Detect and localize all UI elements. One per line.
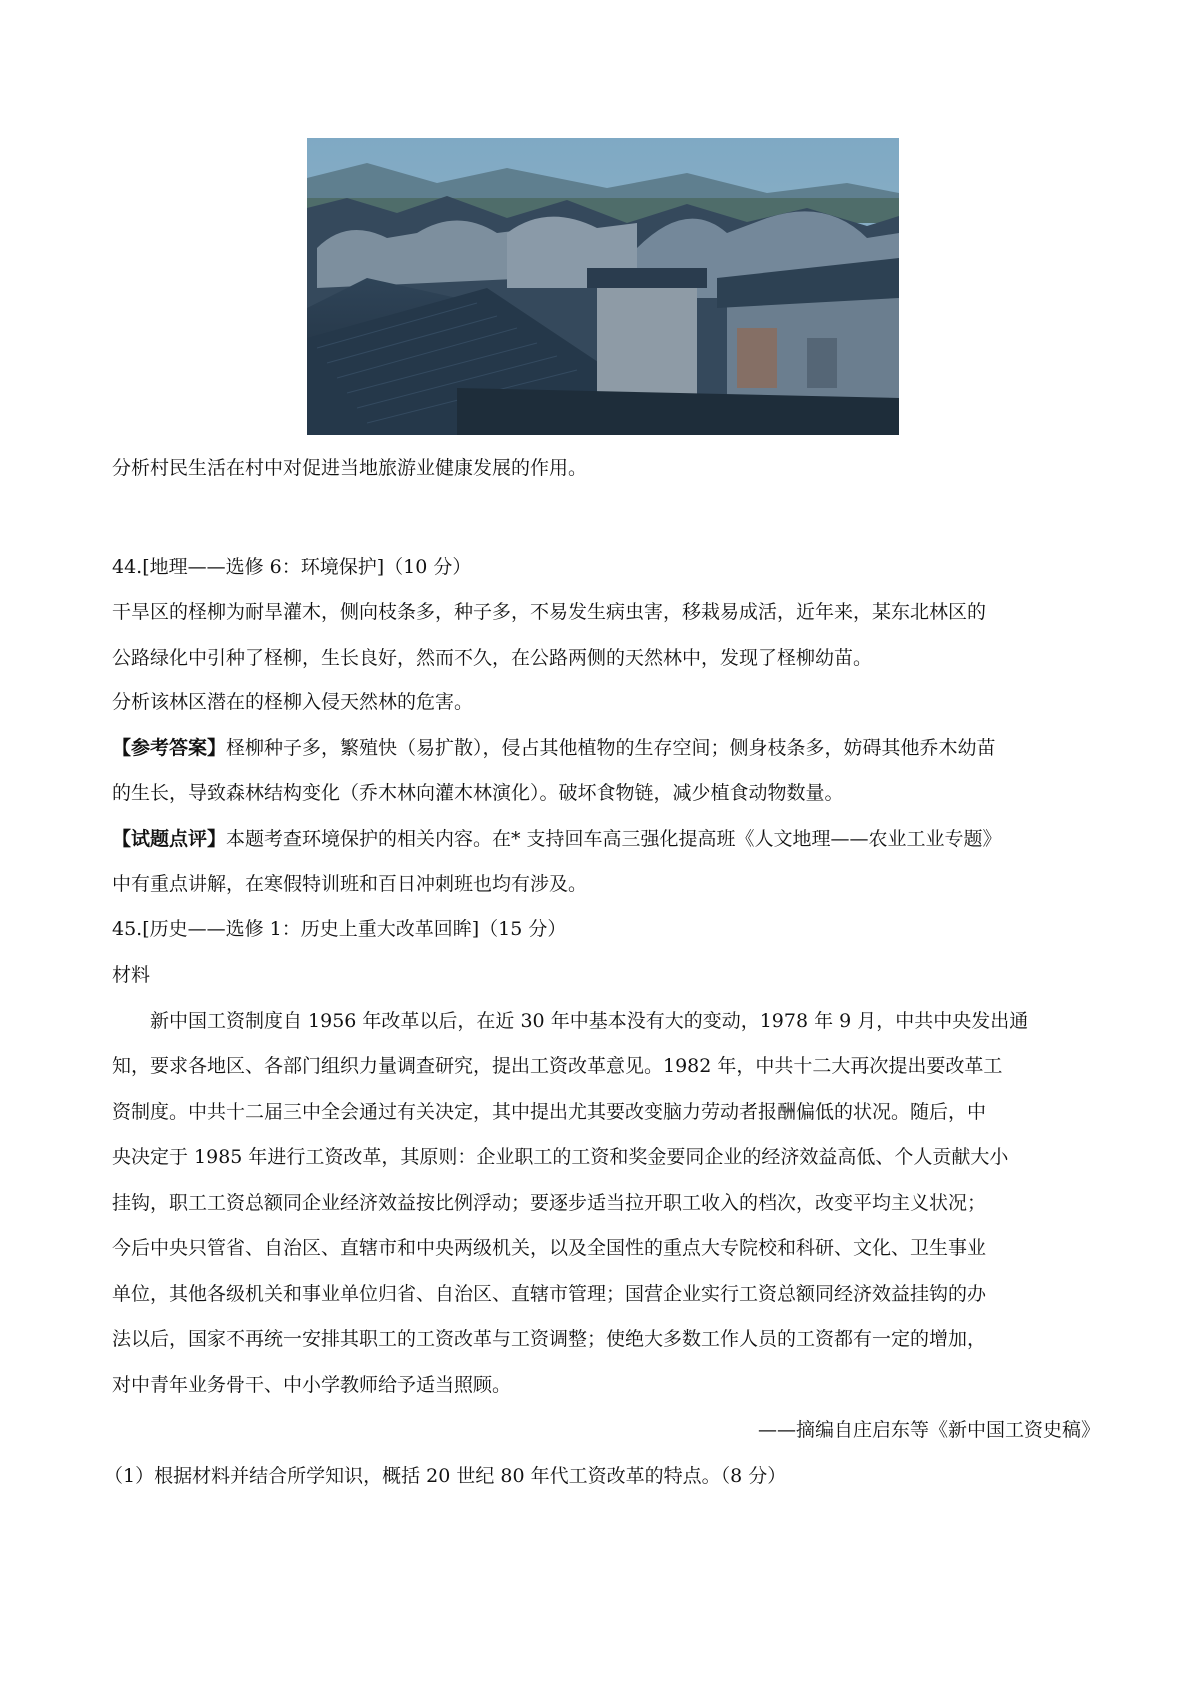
q45-heading: 45.[历史——选修 1：历史上重大改革回眸]（15 分） — [112, 918, 567, 940]
q45-material-label: 材料 — [112, 964, 151, 986]
q44-answer-line-2: 的生长，导致森林结构变化（乔木林向灌木林演化）。破坏食物链，减少植食动物数量。 — [112, 782, 844, 804]
comment-text: 本题考查环境保护的相关内容。在* 支持回车高三强化提高班《人文地理——农业工业专题》 — [226, 828, 1002, 850]
q44-answer-line-1 — [112, 736, 1100, 760]
q45-material-line-8: 法以后，国家不再统一安排其职工的工资改革与工资调整；使绝大多数工作人员的工资都有一定的增加， — [112, 1328, 987, 1350]
q45-material-line-3: 资制度。中共十二届三中全会通过有关决定，其中提出尤其要改变脑力劳动者报酬偏低的状况。随后，中 — [112, 1101, 987, 1123]
comment-label: 【试题点评】 — [112, 828, 227, 850]
q44-stem-line-3: 分析该林区潜在的柽柳入侵天然林的危害。 — [112, 691, 474, 713]
village-rooftops-illustration — [307, 138, 899, 435]
q44-heading: 44.[地理——选修 6：环境保护]（10 分） — [112, 556, 472, 578]
q44-stem-line-2: 公路绿化中引种了柽柳，生长良好，然而不久，在公路两侧的天然林中，发现了柽柳幼苗。 — [112, 647, 873, 669]
q45-source-citation: ——摘编自庄启东等《新中国工资史稿》 — [757, 1419, 1100, 1441]
village-rooftops-photo — [307, 138, 899, 435]
q44-stem-line-1: 干旱区的柽柳为耐旱灌木，侧向枝条多，种子多，不易发生病虫害，移栽易成活，近年来，某东北林区的 — [112, 601, 987, 623]
q45-material-line-2: 知，要求各地区、各部门组织力量调查研究，提出工资改革意见。1982 年，中共十二大再次提出要改革工 — [112, 1055, 1003, 1077]
q45-material-line-9: 对中青年业务骨干、中小学教师给予适当照顾。 — [112, 1374, 512, 1396]
q45-material-line-5: 挂钩，职工工资总额同企业经济效益按比例浮动；要逐步适当拉开职工收入的档次，改变平均主义状况； — [112, 1192, 987, 1214]
q44-comment-line-1 — [112, 827, 1100, 851]
q45-material-line-4: 央决定于 1985 年进行工资改革，其原则：企业职工的工资和奖金要同企业的经济效益高低、个人贡献大小 — [112, 1146, 1009, 1168]
q45-material-line-6: 今后中央只管省、自治区、直辖市和中央两级机关，以及全国性的重点大专院校和科研、文化、卫生事业 — [112, 1237, 987, 1259]
q45-subquestion-1: （1）根据材料并结合所学知识，概括 20 世纪 80 年代工资改革的特点。（8 分） — [104, 1465, 787, 1487]
q44-comment-line-2: 中有重点讲解，在寒假特训班和百日冲刺班也均有涉及。 — [112, 873, 588, 895]
q45-material-line-7: 单位，其他各级机关和事业单位归省、自治区、直辖市管理；国营企业实行工资总额同经济效益挂钩的办 — [112, 1283, 987, 1305]
q43-prompt: 分析村民生活在村中对促进当地旅游业健康发展的作用。 — [112, 457, 588, 479]
q45-material-line-1: 新中国工资制度自 1956 年改革以后，在近 30 年中基本没有大的变动，1978 年 9 月，中共中央发出通 — [150, 1010, 1029, 1032]
answer-label: 【参考答案】 — [112, 737, 227, 759]
answer-text: 柽柳种子多，繁殖快（易扩散），侵占其他植物的生存空间；侧身枝条多，妨碍其他乔木幼苗 — [226, 737, 996, 759]
